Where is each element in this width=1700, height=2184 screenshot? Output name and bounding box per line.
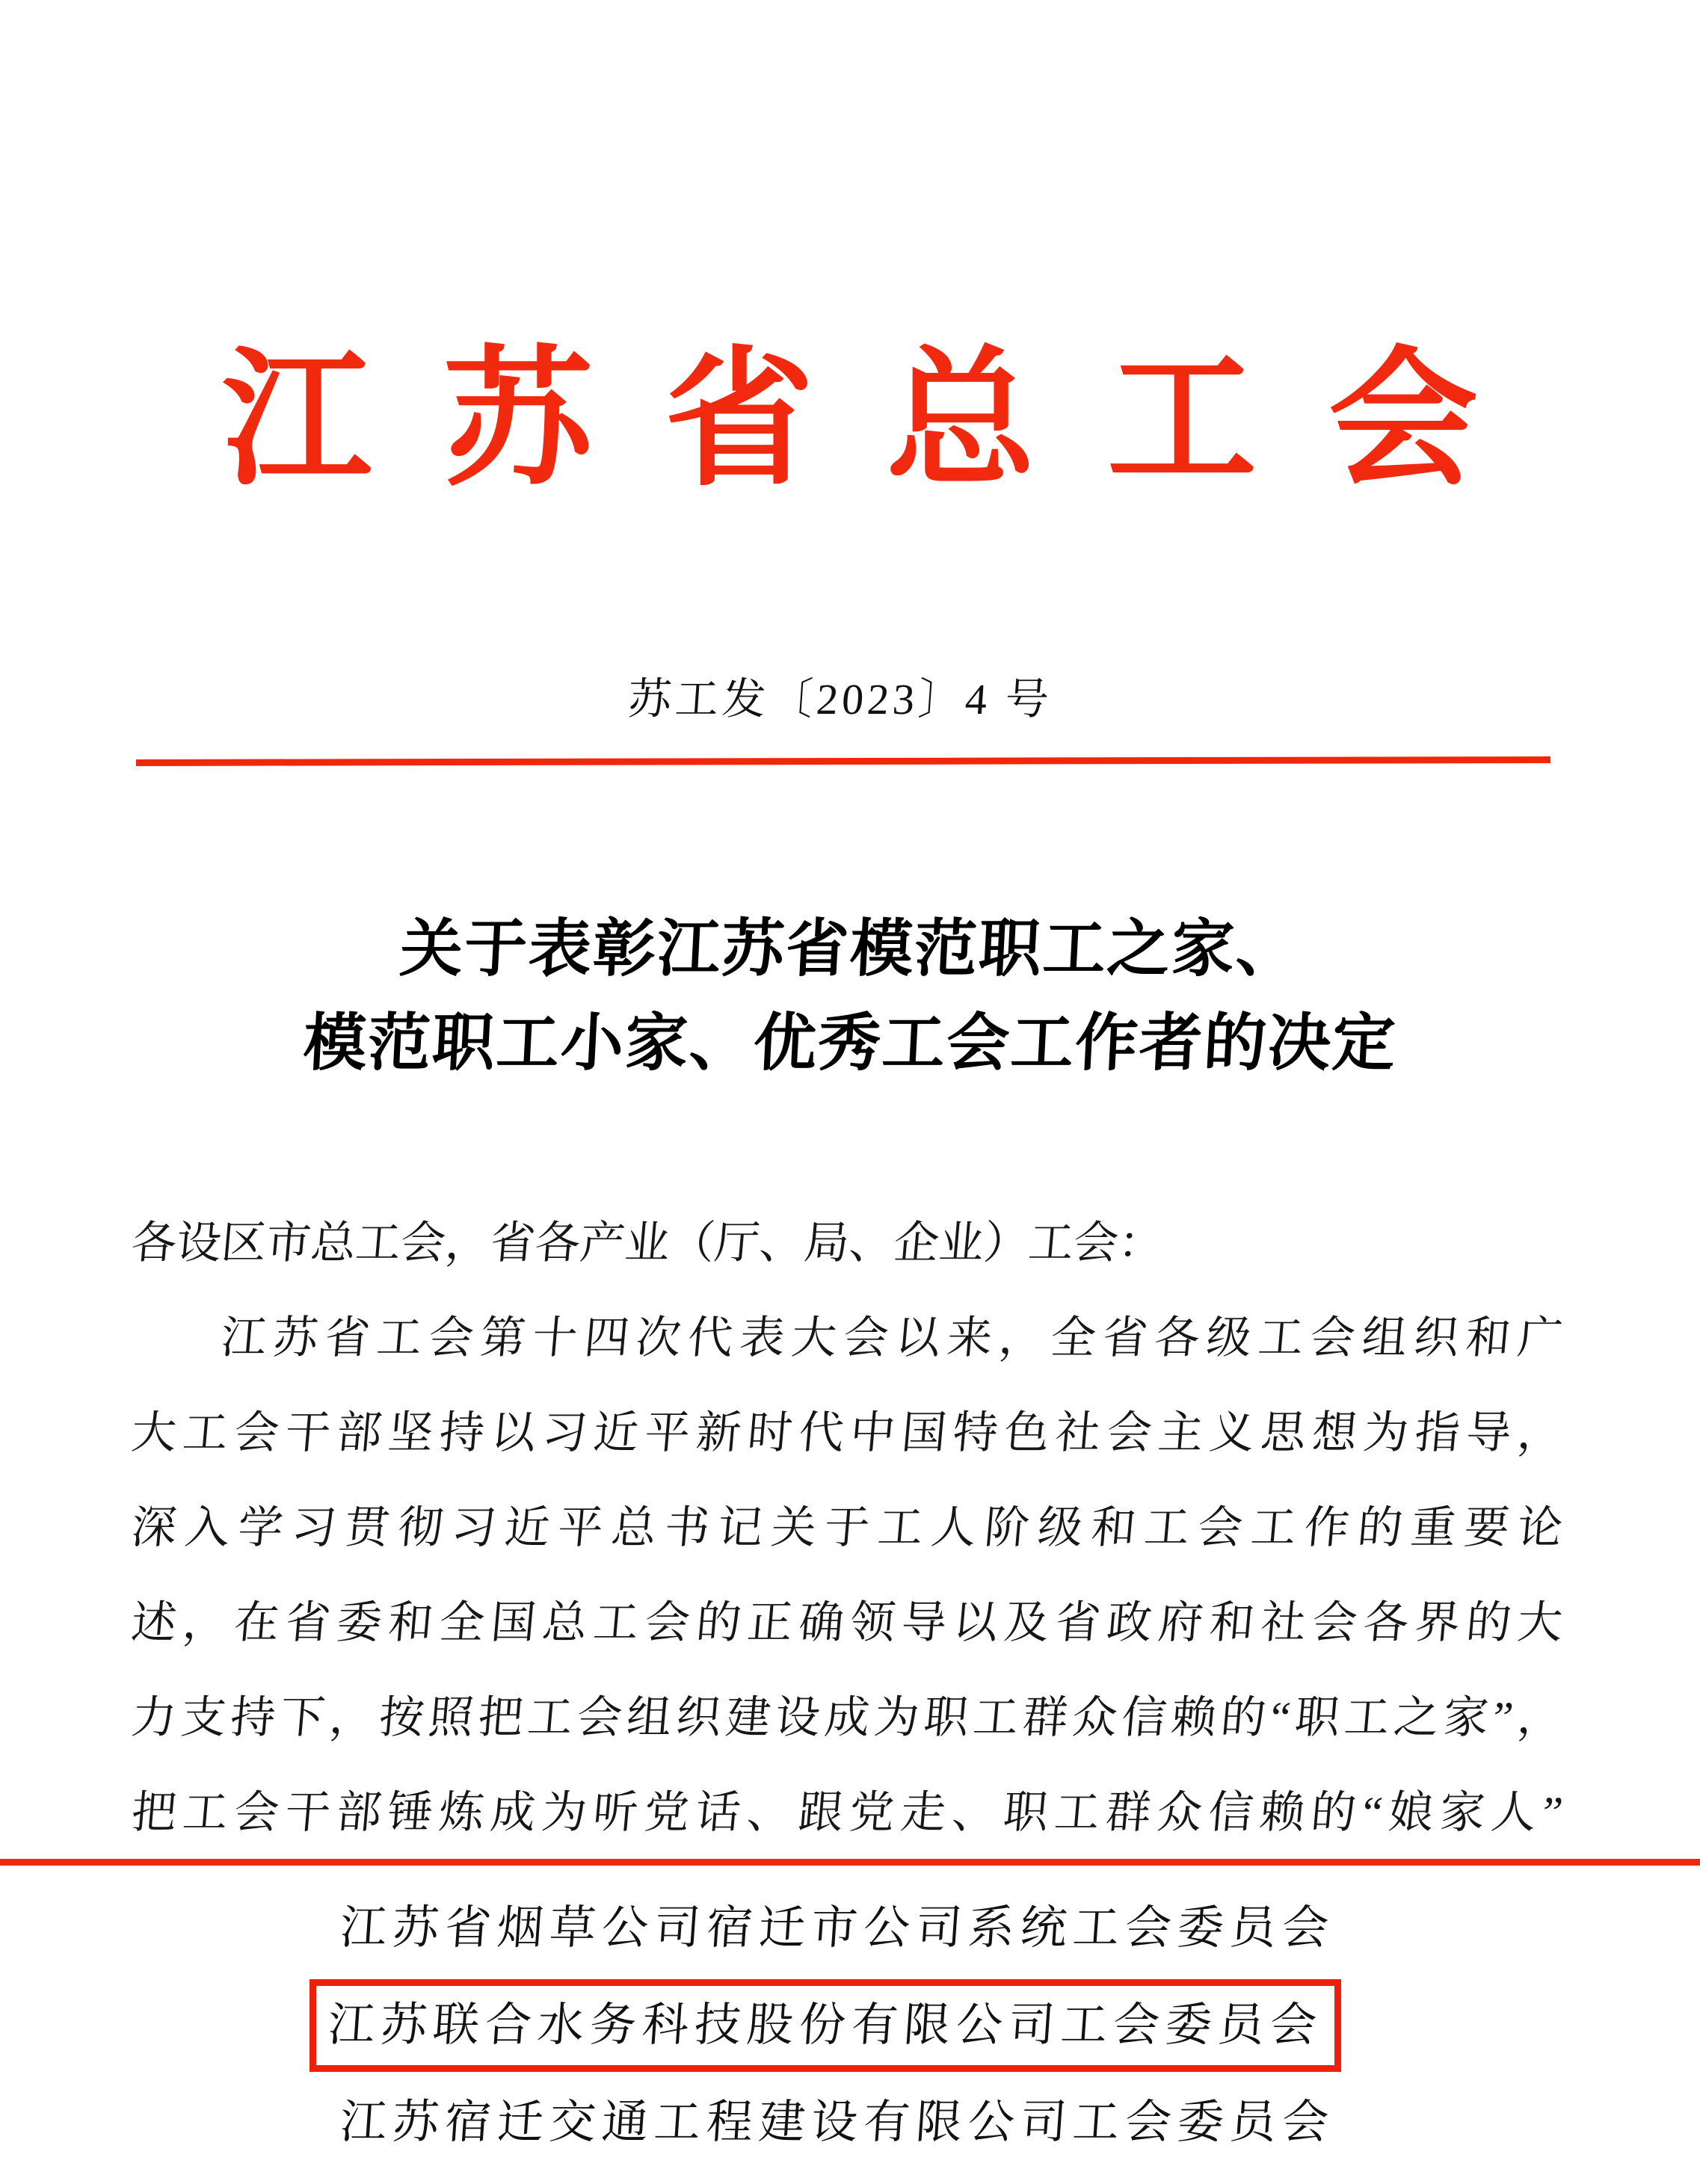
document-title-line-2: 模范职工小家、优秀工会工作者的决定 (301, 1009, 1399, 1079)
document-title (0, 903, 1700, 1091)
body-line: 力支持下，按照把工会组织建设成为职工群众信赖的“职工之家”， (129, 1693, 1565, 1742)
red-divider-bottom (0, 1859, 1700, 1866)
awardee-row: 江苏宿迁交通工程建设有限公司工会委员会 (338, 2097, 1337, 2148)
doc-number: 苏工发〔2023〕4 号 (626, 675, 1055, 724)
body-line: 把工会干部锤炼成为听党话、跟党走、职工群众信赖的“娘家人” (129, 1788, 1565, 1837)
awardee-row-highlighted: 江苏联合水务科技股份有限公司工会委员会 (326, 2000, 1325, 2051)
highlight-box (309, 1979, 1341, 2072)
document-body (129, 1196, 1565, 1860)
red-divider-top (136, 756, 1550, 766)
masthead-title: 江苏省总工会 (221, 339, 1550, 504)
document-title-line-1: 关于表彰江苏省模范职工之家、 (398, 915, 1302, 984)
body-line: 大工会干部坚持以习近平新时代中国特色社会主义思想为指导， (129, 1408, 1565, 1457)
awardee-row: 江苏省烟草公司宿迁市公司系统工会委员会 (338, 1903, 1337, 1954)
body-line: 江苏省工会第十四次代表大会以来，全省各级工会组织和广 (219, 1313, 1565, 1363)
body-line: 述，在省委和全国总工会的正确领导以及省政府和社会各界的大 (129, 1598, 1565, 1647)
salutation-line: 各设区市总工会，省各产业（厅、局、企业）工会： (129, 1218, 1165, 1268)
body-line: 深入学习贯彻习近平总书记关于工人阶级和工会工作的重要论 (129, 1503, 1565, 1552)
